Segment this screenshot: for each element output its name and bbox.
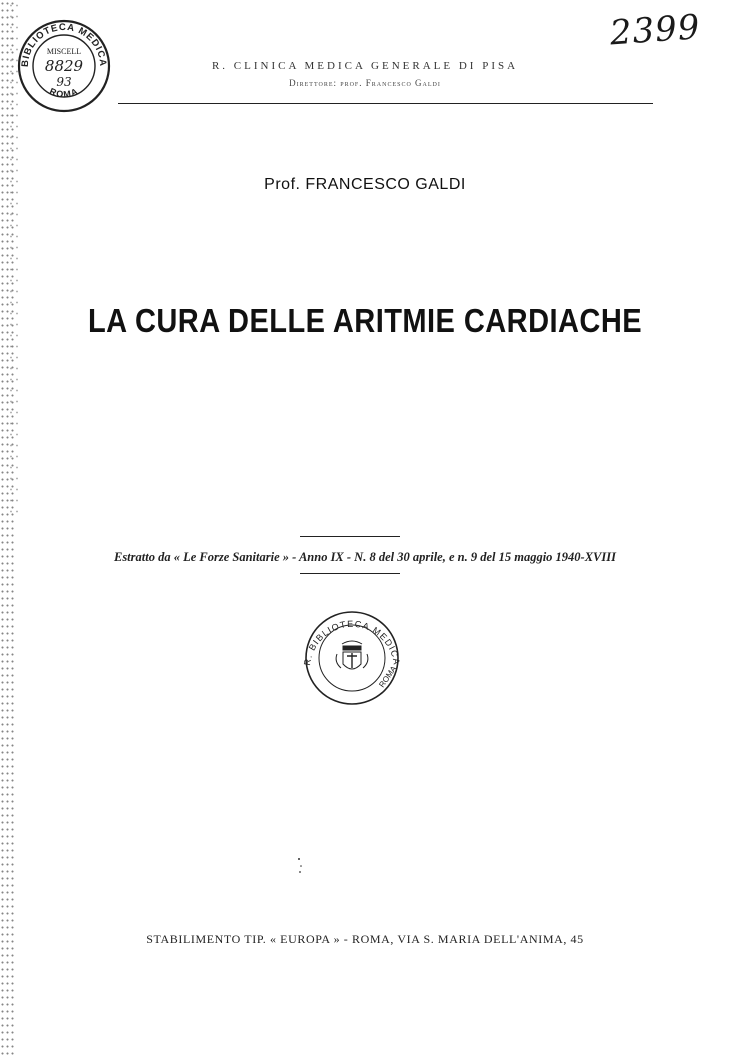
stamp-top-line1: MISCELL	[46, 47, 82, 56]
stamp-top-line2: 8829	[44, 57, 84, 75]
library-stamp-middle	[297, 610, 407, 705]
header-rule	[118, 103, 653, 104]
header-institution: R. CLINICA MEDICA GENERALE DI PISA	[211, 60, 519, 72]
stamp-middle-ring-text: R. BIBLIOTECA MEDICA	[302, 618, 402, 667]
stamp-top-line3: 93	[56, 75, 72, 89]
document-title: LA CURA DELLE ARITMIE CARDIACHE	[87, 302, 643, 339]
header-director: Direttore: prof. Francesco Galdi	[289, 78, 441, 88]
library-stamp-top	[16, 18, 112, 114]
printer-imprint: STABILIMENTO TIP. « EUROPA » - ROMA, VIA S. MARIA DELL'ANIMA, 45	[146, 932, 584, 946]
divider-lower	[300, 573, 400, 574]
stamp-top-ring-text: BIBLIOTECA MEDICA	[19, 21, 109, 68]
handwritten-number: 2399	[608, 7, 702, 54]
stamp-top-ring-bottom: ROMA	[48, 86, 80, 100]
extract-note: Estratto da « Le Forze Sanitarie » - Anno IX - N. 8 del 30 aprile, e n. 9 del 15 maggio 1940-XVIII	[113, 550, 616, 564]
ink-specks	[296, 856, 306, 876]
author: Prof. FRANCESCO GALDI	[264, 176, 466, 193]
stamp-middle-ring-bottom: ROMA	[377, 664, 399, 690]
divider-upper	[300, 536, 400, 537]
coat-of-arms-icon	[336, 641, 368, 669]
